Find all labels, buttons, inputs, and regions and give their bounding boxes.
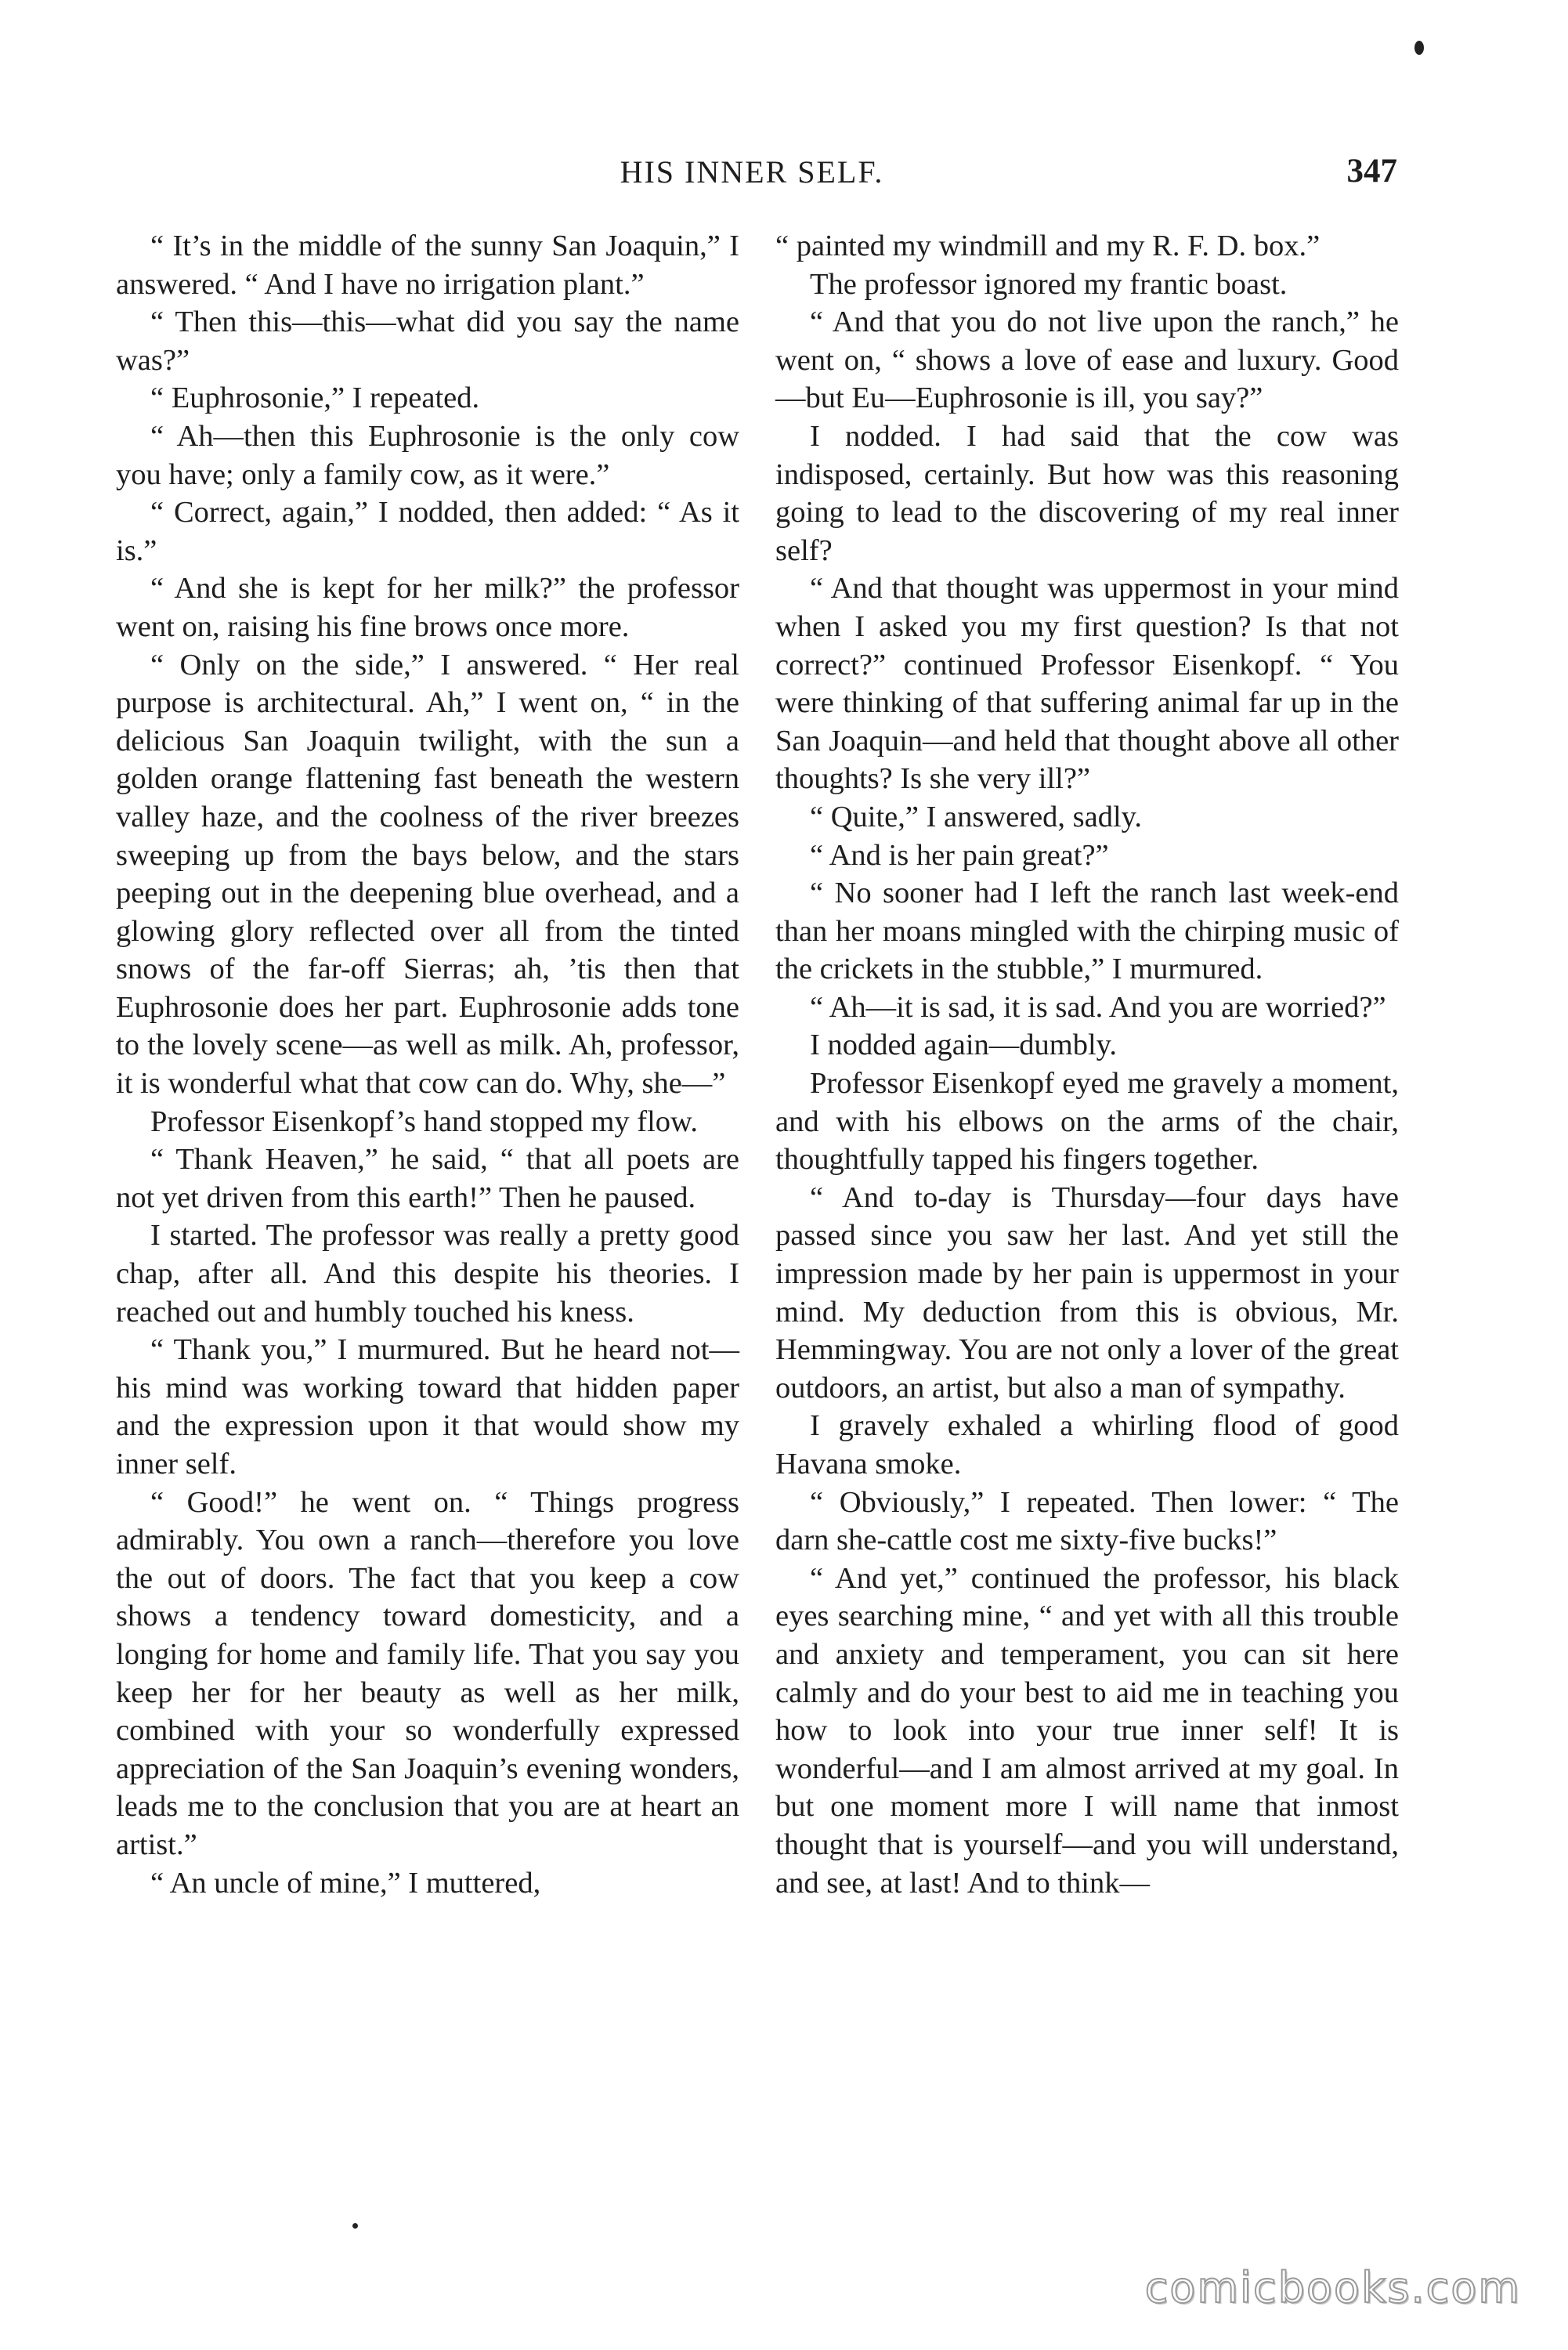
paragraph: “ Quite,” I answered, sadly.	[810, 800, 1143, 833]
paragraph: The professor ignored my frantic boast.	[810, 267, 1288, 301]
paragraph: I started. The professor was really a pretty good chap, after all. And this despite his theories. I reached out and humbly touched his kness.	[116, 1219, 739, 1329]
paragraph: I nodded again—dumbly.	[810, 1029, 1118, 1062]
paragraph: “ No sooner had I left the ranch last week-end than her moans mingled with the chirping music of the crickets in the stubble,” I murmured.	[775, 877, 1399, 986]
paragraph: “ And to-day is Thursday—four days have passed since you saw her last. And yet still the impression made by her pain is uppermost in your mind. My deduction from this is obvious, Mr. Hemmingway. You are not only a lover of the great outdoors, an artist, but also a man of sympathy.	[775, 1180, 1399, 1405]
paragraph: “ Then this—this—what did you say the name was?”	[116, 306, 739, 377]
paragraph: “ Ah—then this Euphrosonie is the only cow you have; only a family cow, as it were.”	[116, 419, 739, 491]
paragraph: “ painted my windmill and my R. F. D. box.”	[775, 230, 1321, 262]
paragraph: “ An uncle of mine,” I muttered,	[150, 1866, 541, 1900]
paragraph: “ Correct, again,” I nodded, then added: “ As it is.”	[116, 496, 739, 567]
paragraph: “ And she is kept for her milk?” the professor went on, raising his fine brows once more.	[116, 572, 739, 643]
paragraph: “ Thank Heaven,” he said, “ that all poets are not yet driven from this earth!” Then he paused.	[116, 1143, 739, 1214]
paragraph: “ And yet,” continued the professor, his black eyes searching mine, “ and yet with all this trouble and anxiety and temperament, you can sit here calmly and do your best to aid me in teaching you how to look into your true inner self! It is wonderful—and I am almost arrived at my goal. In but one moment more I will name that inmost thought that is yourself—and you will understand, and see, at last! And to think—	[775, 1561, 1399, 1900]
paragraph: “ Obviously,” I repeated. Then lower: “ The darn she-cattle cost me sixty-five bucks!”	[775, 1485, 1399, 1557]
paragraph: “ Good!” he went on. “ Things progress admirably. You own a ranch—therefore you love the out of doors. The fact that you keep a cow shows a tendency toward domesticity, and a longing for home and family life. That you say you keep her for her beauty as well as her milk, combined with your so wonderfully expressed appreciation of the San Joaquin’s evening wonders, leads me to the conclusion that you are at heart an artist.”	[116, 1485, 739, 1861]
paragraph: “ And that thought was uppermost in your mind when I asked you my first question? Is that not correct?” continued Professor Eisenkopf. “ You were thinking of that suffering animal far up in the San Joaquin—and held that thought above all other thoughts? Is she very ill?”	[775, 572, 1399, 796]
paragraph: “ It’s in the middle of the sunny San Joaquin,” I answered. “ And I have no irrigation plant.”	[116, 230, 739, 301]
watermark: comicbooks.com	[1144, 2263, 1521, 2312]
left-column	[116, 227, 739, 1902]
paragraph: “ Only on the side,” I answered. “ Her real purpose is architectural. Ah,” I went on, “ in the delicious San Joaquin twilight, with the sun a golden orange flattening fast beneath the western valley haze, and the coolness of the river breezes sweeping up from the bays below, and the stars peeping out in the deepening blue overhead, and a glowing glory reflected over all from the tinted snows of the far-off Sierras; ah, ’tis then that Euphrosonie does her part. Euphrosonie adds tone to the lovely scene—as well as milk. Ah, professor, it is wonderful what that cow can do. Why, she—”	[116, 648, 739, 1101]
paragraph: Professor Eisenkopf eyed me gravely a moment, and with his elbows on the arms of the chair, thoughtfully tapped his fingers together.	[775, 1067, 1399, 1177]
paragraph: “ Euphrosonie,” I repeated.	[150, 381, 480, 415]
paragraph: “ Thank you,” I murmured. But he heard not—his mind was working toward that hidden paper and the expression upon it that would show my inner self.	[116, 1333, 739, 1480]
ink-speck	[1414, 41, 1424, 55]
paragraph: “ And is her pain great?”	[810, 838, 1109, 872]
paragraph: “ Ah—it is sad, it is sad. And you are worried?”	[810, 990, 1386, 1024]
paragraph: I gravely exhaled a whirling flood of good Havana smoke.	[775, 1409, 1399, 1480]
running-title: HIS INNER SELF.	[620, 154, 884, 190]
paragraph: I nodded. I had said that the cow was indisposed, certainly. But how was this reasoning going to lead to the discovering of my real inner self?	[775, 419, 1399, 567]
right-column	[775, 227, 1399, 1902]
paragraph: “ And that you do not live upon the ranch,” he went on, “ shows a love of ease and luxury. Good—but Eu—Euphrosonie is ill, you say?”	[775, 306, 1399, 415]
paragraph: Professor Eisenkopf’s hand stopped my flow.	[150, 1104, 698, 1138]
page-number: 347	[1346, 153, 1397, 190]
running-head	[0, 154, 1568, 201]
ink-speck	[352, 2223, 358, 2229]
